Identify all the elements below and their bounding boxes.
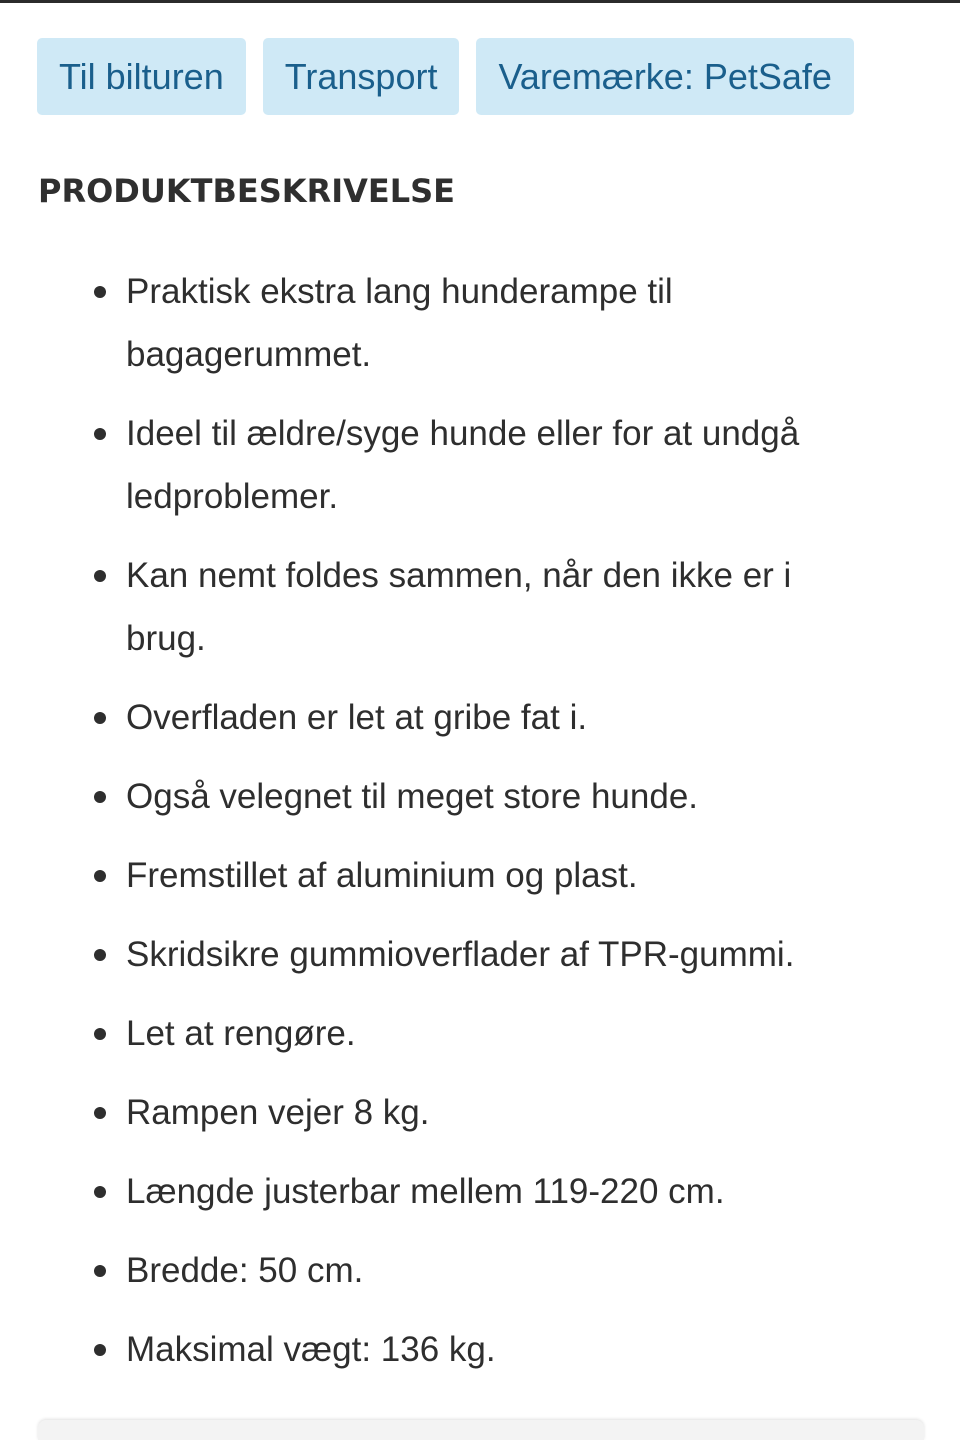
description-item: Fremstillet af aluminium og plast.: [0, 844, 960, 907]
description-item: Bredde: 50 cm.: [0, 1239, 960, 1302]
next-section-card: [38, 1420, 924, 1440]
description-item: Praktisk ekstra lang hunderampe til bagagerummet.: [0, 260, 960, 386]
description-item: Også velegnet til meget store hunde.: [0, 765, 960, 828]
description-item: Ideel til ældre/syge hunde eller for at undgå ledproblemer.: [0, 402, 960, 528]
tag-transport[interactable]: Transport: [263, 38, 460, 115]
description-item: Overfladen er let at gribe fat i.: [0, 686, 960, 749]
tag-til-bilturen[interactable]: Til bilturen: [37, 38, 246, 115]
description-item: Let at rengøre.: [0, 1002, 960, 1065]
tag-list: [37, 38, 854, 115]
description-item: Skridsikre gummioverflader af TPR-gummi.: [0, 923, 960, 986]
description-item: Maksimal vægt: 136 kg.: [0, 1318, 960, 1381]
tag-brand-petsafe[interactable]: Varemærke: PetSafe: [476, 38, 853, 115]
description-item: Kan nemt foldes sammen, når den ikke er i brug.: [0, 544, 960, 670]
section-title: PRODUKTBESKRIVELSE: [38, 172, 456, 210]
description-item: Rampen vejer 8 kg.: [0, 1081, 960, 1144]
product-description-list: [0, 260, 960, 1397]
top-divider: [0, 0, 960, 3]
description-item: Længde justerbar mellem 119-220 cm.: [0, 1160, 960, 1223]
